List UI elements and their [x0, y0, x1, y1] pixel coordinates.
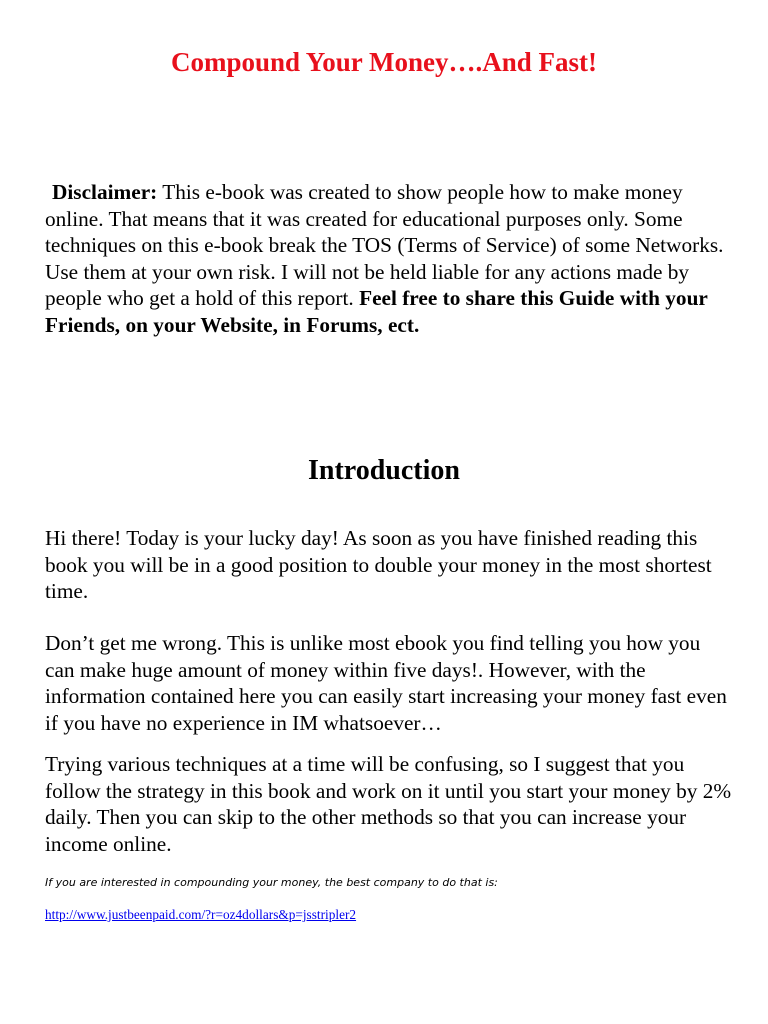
disclaimer-share-note: Feel free to share this Guide with your Friends, on your Website, in Forums, ect. — [45, 286, 708, 337]
disclaimer-paragraph — [45, 179, 735, 339]
referral-link[interactable]: http://www.justbeenpaid.com/?r=oz4dollars&p=jsstripler2 — [45, 907, 357, 922]
disclaimer-label: Disclaimer: — [52, 180, 158, 204]
document-title: Compound Your Money….And Fast! — [170, 47, 598, 77]
intro-paragraph-2: Don’t get me wrong. This is unlike most ebook you find telling you how you can make huge amount of money within five days!. However, with the information contained here you can easily start increasing your money fast even if you have no experience in IM whatsoever… — [45, 631, 727, 735]
disclaimer-body: This e-book was created to show people how to make money online. That means that it was created for educational purposes only. Some techniques on this e-book break the TOS (Terms of Service) of some Networks. Use them at your own risk. I will not be held liable for any actions made by people who get a hold of this report. — [45, 180, 724, 311]
company-note: If you are interested in compounding your money, the best company to do that is: — [45, 876, 498, 889]
introduction-heading: Introduction — [308, 455, 460, 486]
intro-paragraph-1: Hi there! Today is your lucky day! As soon as you have finished reading this book you will be in a good position to double your money in the most shortest time. — [45, 526, 712, 604]
intro-paragraph-3: Trying various techniques at a time will be confusing, so I suggest that you follow the strategy in this book and work on it until you start your money by 2% daily. Then you can skip to the other methods so that you can increase your income online. — [45, 752, 732, 856]
